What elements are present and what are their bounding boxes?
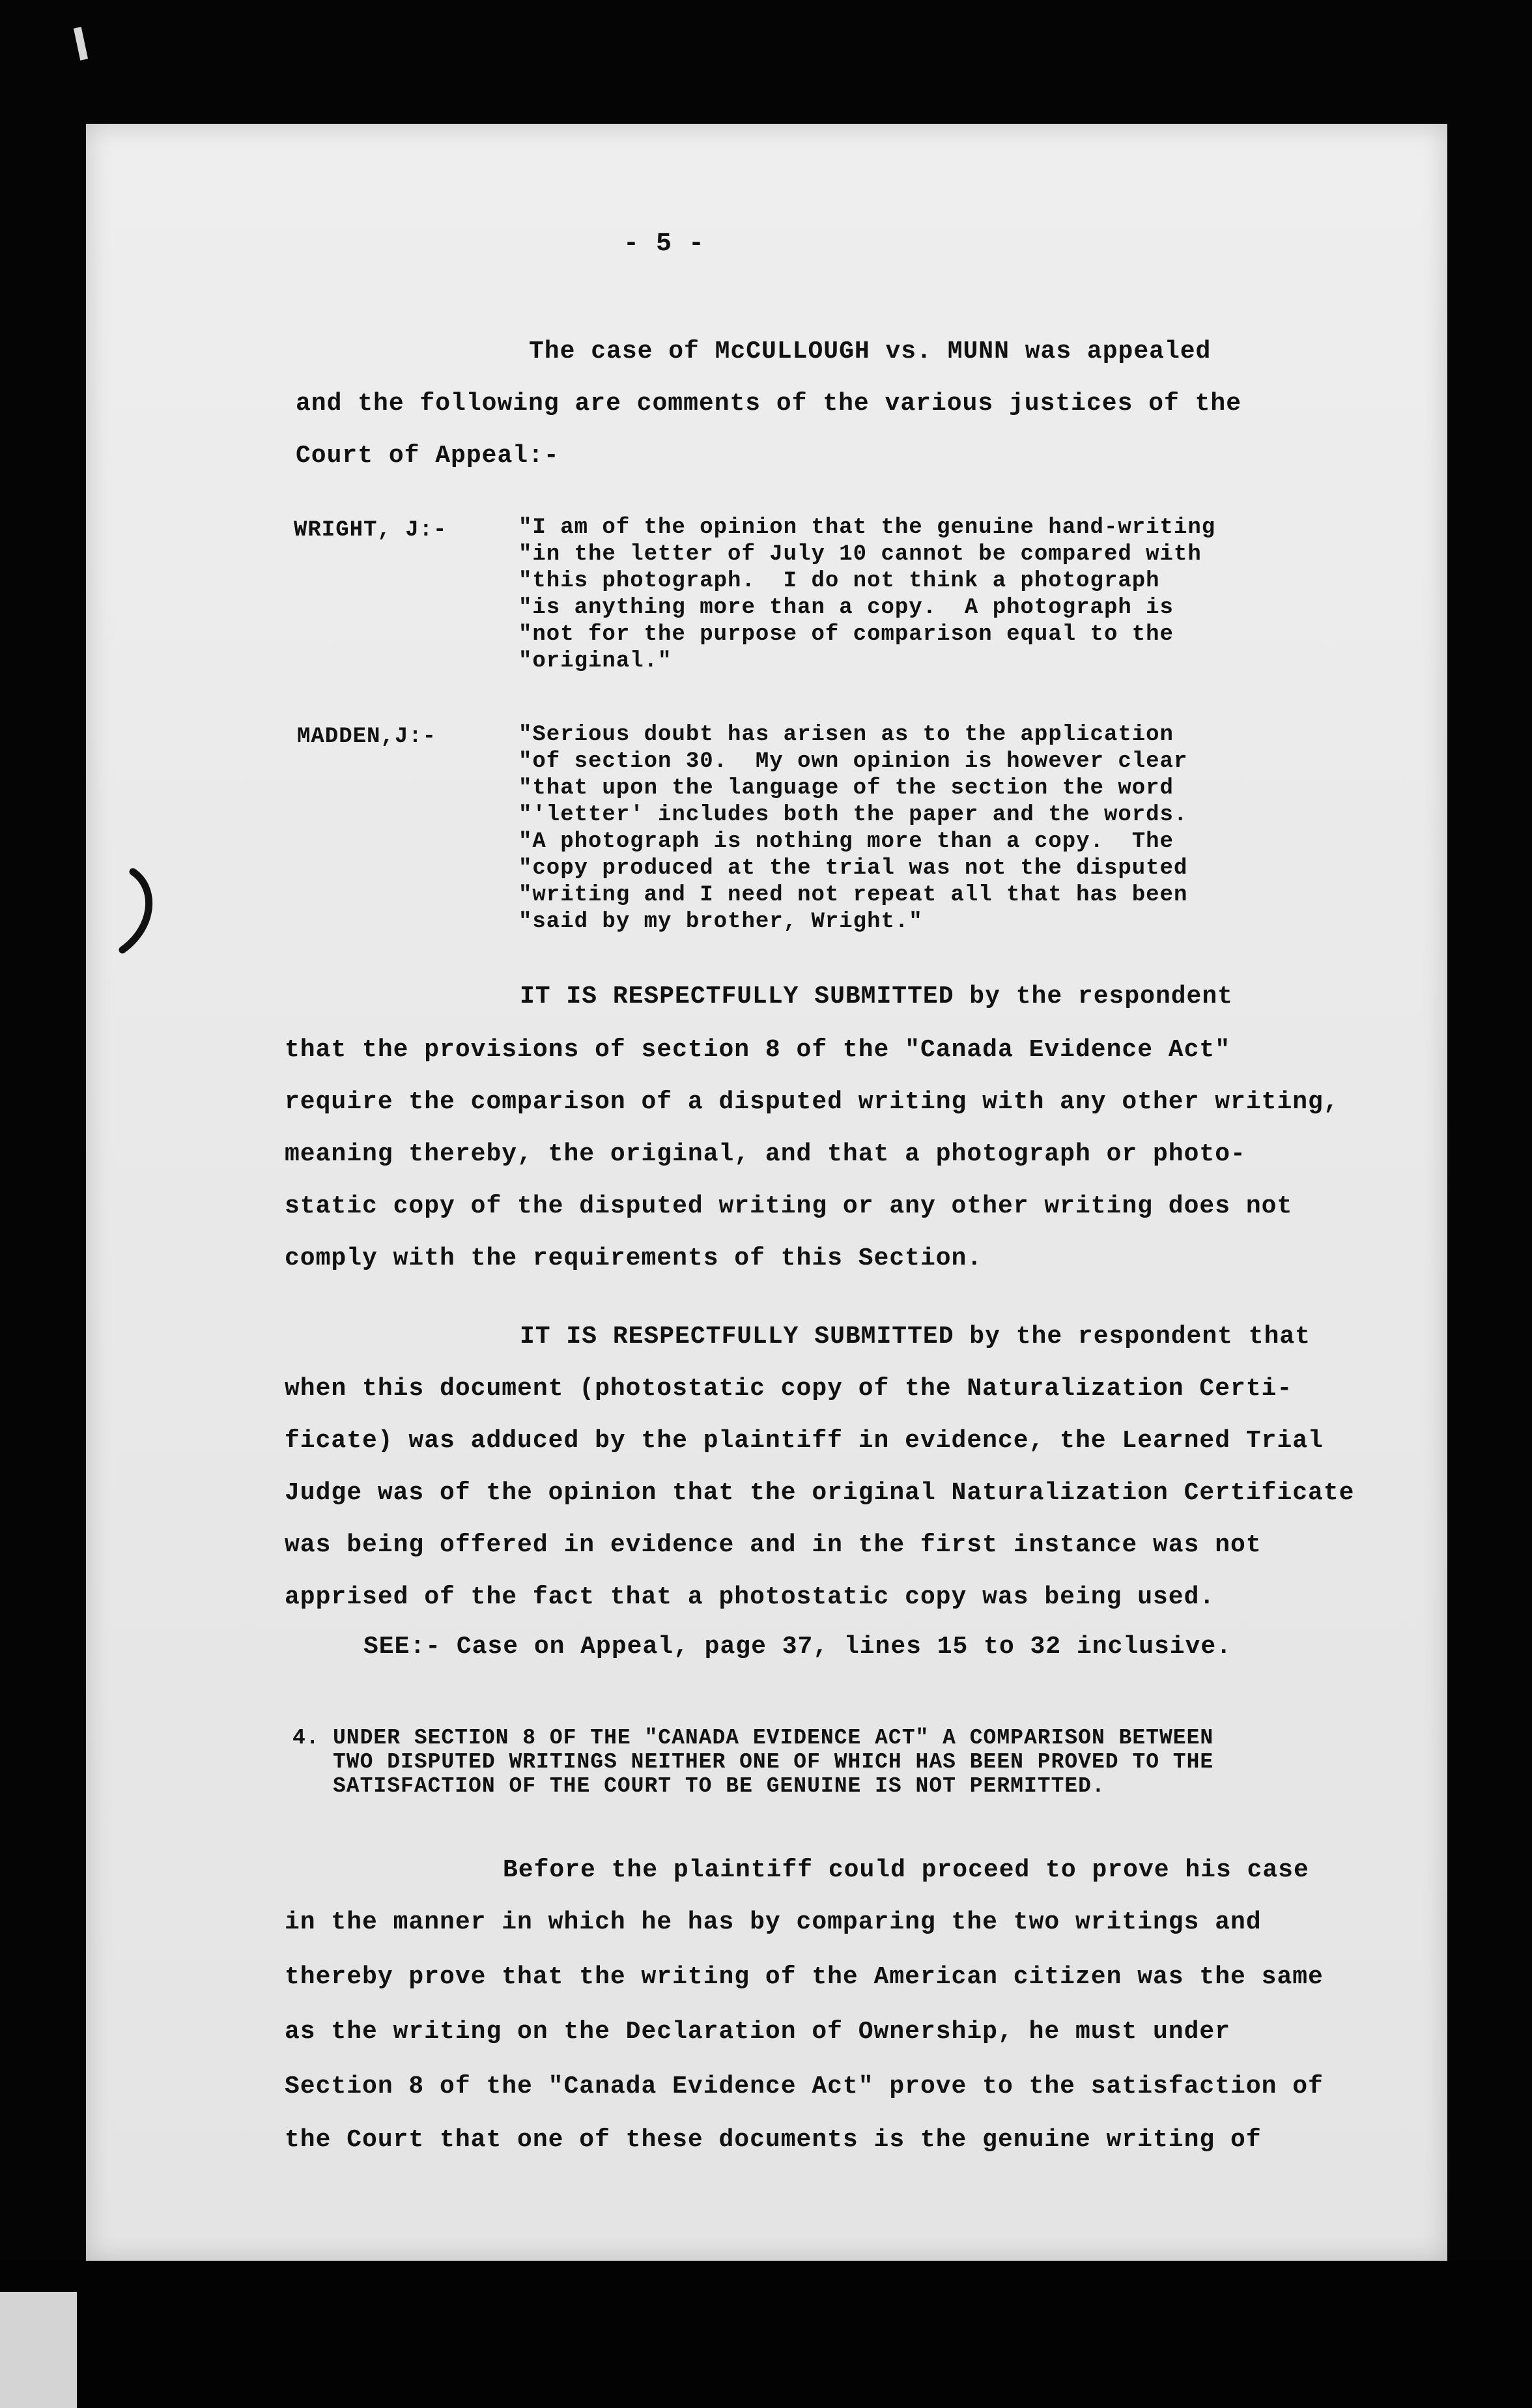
heading4-line-3: SATISFACTION OF THE COURT TO BE GENUINE IS NOT PERMITTED. (333, 1774, 1105, 1798)
submission1-line-1: IT IS RESPECTFULLY SUBMITTED by the respondent (520, 982, 1233, 1010)
quote-madden-line-8: "said by my brother, Wright." (518, 910, 923, 934)
quote-madden-line-6: "copy produced at the trial was not the disputed (518, 856, 1188, 881)
final-line-6: the Court that one of these documents is the genuine writing of (285, 2126, 1262, 2154)
quote-wright-line-2: "in the letter of July 10 cannot be compared with (518, 542, 1202, 567)
quote-madden-line-2: "of section 30. My own opinion is however clear (518, 749, 1188, 774)
page-number: - 5 - (623, 229, 705, 259)
quote-madden-line-1: "Serious doubt has arisen as to the application (518, 723, 1174, 747)
submission2-line-6: apprised of the fact that a photostatic copy was being used. (285, 1583, 1215, 1611)
quote-wright-line-4: "is anything more than a copy. A photograph is (518, 595, 1174, 620)
intro-line-1: The case of McCULLOUGH vs. MUNN was appealed (529, 337, 1212, 366)
final-line-2: in the manner in which he has by comparing the two writings and (285, 1908, 1262, 1936)
submission1-line-2: that the provisions of section 8 of the "Canada Evidence Act" (285, 1036, 1231, 1064)
margin-bracket-mark (86, 860, 164, 964)
submission2-line-4: Judge was of the opinion that the original Naturalization Certificate (285, 1479, 1355, 1507)
submission2-line-5: was being offered in evidence and in the first instance was not (285, 1531, 1262, 1559)
final-line-5: Section 8 of the "Canada Evidence Act" prove to the satisfaction of (285, 2072, 1324, 2100)
heading4-line-1: UNDER SECTION 8 OF THE "CANADA EVIDENCE ACT" A COMPARISON BETWEEN (333, 1726, 1214, 1750)
quote-madden-line-3: "that upon the language of the section the word (518, 776, 1174, 801)
submission2-line-2: when this document (photostatic copy of the Naturalization Certi- (285, 1375, 1293, 1403)
heading4-line-2: TWO DISPUTED WRITINGS NEITHER ONE OF WHICH HAS BEEN PROVED TO THE (333, 1750, 1214, 1774)
submission1-line-3: require the comparison of a disputed writing with any other writing, (285, 1088, 1339, 1116)
quote-judge-madden: MADDEN,J:- (297, 724, 437, 749)
submission1-line-4: meaning thereby, the original, and that a photograph or photo- (285, 1140, 1246, 1168)
quote-madden-line-4: "'letter' includes both the paper and the words. (518, 803, 1188, 827)
submission2-line-1: IT IS RESPECTFULLY SUBMITTED by the respondent that (520, 1323, 1311, 1351)
case-on-appeal-reference: SEE:- Case on Appeal, page 37, lines 15 to 32 inclusive. (363, 1633, 1232, 1661)
submission1-line-5: static copy of the disputed writing or any other writing does not (285, 1192, 1293, 1220)
quote-judge-wright: WRIGHT, J:- (294, 518, 447, 543)
quote-madden-line-5: "A photograph is nothing more than a copy. The (518, 829, 1174, 854)
quote-wright-line-6: "original." (518, 649, 672, 674)
intro-line-2: and the following are comments of the various justices of the (296, 390, 1242, 418)
submission1-line-6: comply with the requirements of this Section. (285, 1244, 983, 1272)
scan-mark-top-left (74, 27, 88, 60)
quote-madden-line-7: "writing and I need not repeat all that has been (518, 883, 1188, 908)
intro-line-3: Court of Appeal:- (296, 442, 560, 470)
quote-wright-line-1: "I am of the opinion that the genuine hand-writing (518, 515, 1216, 540)
final-line-3: thereby prove that the writing of the American citizen was the same (285, 1963, 1324, 1991)
final-line-1: Before the plaintiff could proceed to prove his case (503, 1856, 1309, 1884)
quote-wright-line-3: "this photograph. I do not think a photograph (518, 569, 1160, 594)
heading4-number: 4. (292, 1726, 320, 1750)
scan-bottom-border (0, 2261, 1532, 2408)
lower-paper-edge (0, 2292, 77, 2408)
quote-wright-line-5: "not for the purpose of comparison equal to the (518, 622, 1174, 647)
final-line-4: as the writing on the Declaration of Ownership, he must under (285, 2018, 1231, 2046)
submission2-line-3: ficate) was adduced by the plaintiff in evidence, the Learned Trial (285, 1427, 1324, 1455)
